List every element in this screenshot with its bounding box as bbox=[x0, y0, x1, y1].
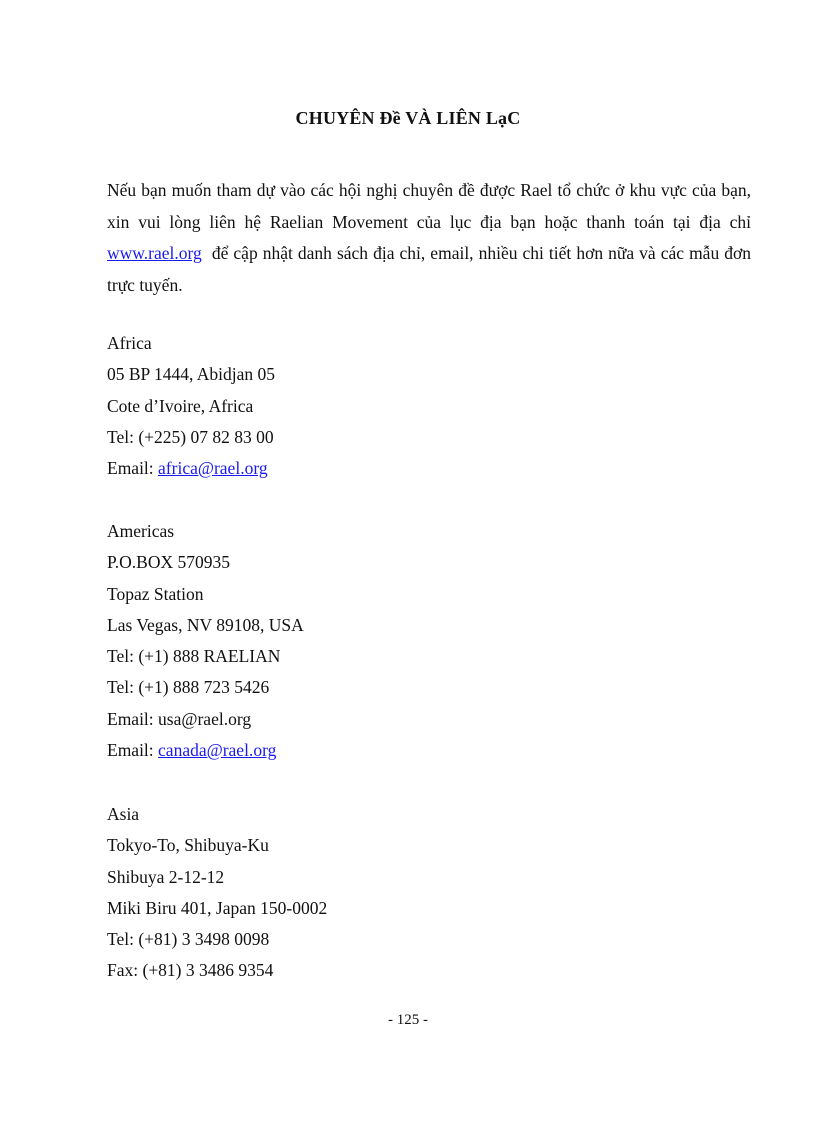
rael-website-link[interactable]: www.rael.org bbox=[107, 243, 202, 263]
asia-fax: Fax: (+81) 3 3486 9354 bbox=[107, 960, 274, 981]
americas-address-line-3: Las Vegas, NV 89108, USA bbox=[107, 614, 304, 635]
africa-email-line bbox=[107, 453, 275, 484]
canada-email-link[interactable]: canada@rael.org bbox=[158, 740, 277, 761]
page-number: - 125 - bbox=[388, 1012, 428, 1028]
asia-address-line-1: Tokyo-To, Shibuya-Ku bbox=[107, 835, 269, 856]
americas-telephone-1: Tel: (+1) 888 RAELIAN bbox=[107, 646, 281, 667]
americas-email-usa: Email: usa@rael.org bbox=[107, 708, 252, 729]
americas-email-canada-label: Email: bbox=[107, 740, 159, 761]
americas-contact-block bbox=[107, 516, 304, 766]
americas-telephone-2: Tel: (+1) 888 723 5426 bbox=[107, 677, 270, 698]
americas-address-line-1: P.O.BOX 570935 bbox=[107, 552, 231, 573]
page-title: CHUYÊN Đề VÀ LIÊN LạC bbox=[295, 108, 521, 128]
africa-address-line-2: Cote d’Ivoire, Africa bbox=[107, 395, 254, 416]
asia-telephone: Tel: (+81) 3 3498 0098 bbox=[107, 929, 270, 950]
africa-address-line-1: 05 BP 1444, Abidjan 05 bbox=[107, 364, 276, 385]
africa-email-link[interactable]: africa@rael.org bbox=[158, 458, 268, 479]
africa-telephone: Tel: (+225) 07 82 83 00 bbox=[107, 426, 274, 447]
asia-region-label: Asia bbox=[107, 804, 140, 824]
intro-text-before-link: Nếu bạn muốn tham dự vào các hội nghị chuyên đề được Rael tổ chức ở khu vực của bạn, xin vui lòng liên hệ Raelian Movement của lục địa bạn hoặc thanh toán tại địa chỉ bbox=[107, 180, 751, 232]
asia-contact-block bbox=[107, 799, 327, 987]
africa-contact-block bbox=[107, 328, 275, 484]
intro-paragraph bbox=[107, 175, 756, 301]
asia-address-line-3: Miki Biru 401, Japan 150-0002 bbox=[107, 897, 328, 918]
africa-email-label: Email: bbox=[107, 458, 159, 479]
americas-region-label: Americas bbox=[107, 521, 175, 541]
africa-region-label: Africa bbox=[107, 333, 152, 353]
asia-address-line-2: Shibuya 2-12-12 bbox=[107, 866, 225, 887]
americas-email-canada-line bbox=[107, 735, 304, 766]
americas-address-line-2: Topaz Station bbox=[107, 583, 204, 604]
intro-text-after-link: để cập nhật danh sách địa chỉ, email, nhiều chi tiết hơn nữa và các mẫu đơn trực tuyến. bbox=[107, 243, 756, 295]
